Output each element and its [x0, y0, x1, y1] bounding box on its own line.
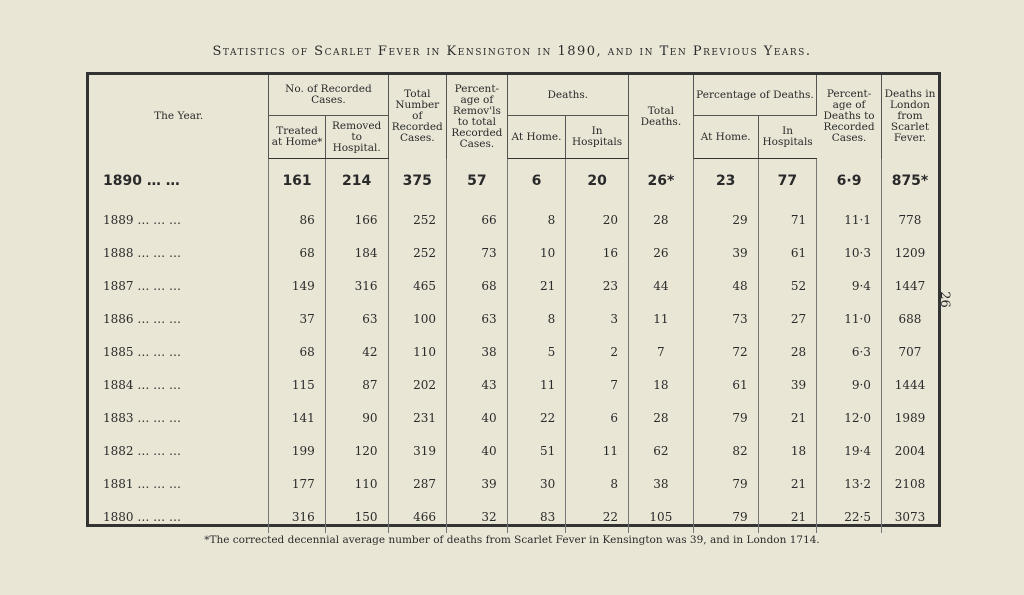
cell-removed: 150	[325, 500, 388, 533]
header-pct-home: At Home.	[693, 116, 758, 159]
header-recorded-cases: No. of Recorded Cases.	[269, 75, 388, 116]
table-row	[89, 368, 938, 401]
cell-london: 2108	[894, 476, 926, 491]
cell-d-home: 30	[507, 467, 566, 500]
cell-d-hosp: 11	[566, 434, 629, 467]
cell-removed: 90	[325, 401, 388, 434]
cell-d-hosp: 20	[566, 159, 629, 204]
table-row	[89, 401, 938, 434]
cell-removed: 214	[325, 159, 388, 204]
cell-p-hosp: 21	[758, 500, 817, 533]
cell-year: 1880 … … …	[89, 500, 269, 533]
cell-p-rec: 6·3	[817, 335, 882, 368]
footnote: *The corrected decennial average number of deaths from Scarlet Fever in Kensington was 39, and in London 1714.	[204, 534, 820, 546]
header-total-deaths: Total Deaths.	[628, 75, 693, 159]
cell-d-total: 18	[628, 368, 693, 401]
cell-d-hosp: 6	[566, 401, 629, 434]
cell-p-home: 82	[693, 434, 758, 467]
cell-p-rec: 6·9	[817, 159, 882, 204]
cell-p-home: 79	[693, 500, 758, 533]
cell-total: 202	[388, 368, 447, 401]
cell-year: 1888 … … …	[89, 236, 269, 269]
cell-d-total: 105	[628, 500, 693, 533]
table-row	[89, 203, 938, 236]
header-pct-deaths-recorded: Percent-age of Deaths to Recorded Cases.	[817, 75, 882, 159]
cell-d-total: 28	[628, 401, 693, 434]
cell-removed: 63	[325, 302, 388, 335]
cell-p-rec: 13·2	[817, 467, 882, 500]
cell-d-hosp: 7	[566, 368, 629, 401]
cell-p-home: 29	[693, 203, 758, 236]
cell-treated: 68	[269, 236, 325, 269]
header-deaths-hospitals: In Hospitals	[566, 116, 629, 159]
cell-london: 1447	[894, 278, 926, 293]
cell-p-home: 48	[693, 269, 758, 302]
cell-d-home: 8	[507, 203, 566, 236]
cell-p-hosp: 27	[758, 302, 817, 335]
cell-pct-rem: 73	[447, 236, 508, 269]
table-row	[89, 302, 938, 335]
cell-pct-rem: 66	[447, 203, 508, 236]
table-row	[89, 269, 938, 302]
cell-treated: 115	[269, 368, 325, 401]
cell-pct-rem: 38	[447, 335, 508, 368]
cell-d-total: 38	[628, 467, 693, 500]
cell-p-home: 73	[693, 302, 758, 335]
cell-year: 1886 … … …	[89, 302, 269, 335]
cell-total: 100	[388, 302, 447, 335]
cell-total: 466	[388, 500, 447, 533]
cell-year: 1889 … … …	[89, 203, 269, 236]
cell-year: 1890 … …	[89, 159, 269, 204]
cell-year: 1883 … … …	[89, 401, 269, 434]
cell-p-rec: 12·0	[817, 401, 882, 434]
cell-p-hosp: 18	[758, 434, 817, 467]
cell-p-home: 61	[693, 368, 758, 401]
header-pct-removed: Percent-age of Remov'ls to total Recorded Cases.	[447, 75, 508, 159]
cell-p-rec: 11·0	[817, 302, 882, 335]
cell-total: 252	[388, 203, 447, 236]
cell-d-hosp: 16	[566, 236, 629, 269]
cell-d-home: 51	[507, 434, 566, 467]
table-body	[89, 159, 938, 534]
header-pct-deaths: Percentage of Deaths.	[693, 75, 816, 116]
cell-d-hosp: 8	[566, 467, 629, 500]
cell-total: 319	[388, 434, 447, 467]
cell-year: 1882 … … …	[89, 434, 269, 467]
cell-p-hosp: 21	[758, 467, 817, 500]
cell-p-home: 39	[693, 236, 758, 269]
cell-pct-rem: 40	[447, 401, 508, 434]
cell-pct-rem: 32	[447, 500, 508, 533]
cell-total: 465	[388, 269, 447, 302]
cell-total: 231	[388, 401, 447, 434]
header-london-deaths: Deaths in London from Scarlet Fever.	[884, 88, 936, 145]
header-total-recorded: Total Number of Recorded Cases.	[388, 75, 447, 159]
cell-p-hosp: 61	[758, 236, 817, 269]
cell-london: 3073	[894, 509, 926, 524]
cell-d-home: 8	[507, 302, 566, 335]
cell-d-total: 62	[628, 434, 693, 467]
cell-london: 2004	[894, 443, 926, 458]
header-pct-hospitals: In Hospitals	[758, 116, 817, 159]
cell-treated: 177	[269, 467, 325, 500]
header-deaths-home: At Home.	[507, 116, 566, 159]
cell-pct-rem: 43	[447, 368, 508, 401]
cell-p-hosp: 28	[758, 335, 817, 368]
cell-d-total: 26*	[628, 159, 693, 204]
cell-treated: 68	[269, 335, 325, 368]
cell-pct-rem: 39	[447, 467, 508, 500]
cell-p-rec: 11·1	[817, 203, 882, 236]
cell-treated: 86	[269, 203, 325, 236]
table-row	[89, 467, 938, 500]
table-row	[89, 236, 938, 269]
cell-d-hosp: 23	[566, 269, 629, 302]
cell-p-hosp: 71	[758, 203, 817, 236]
cell-total: 287	[388, 467, 447, 500]
cell-p-home: 79	[693, 401, 758, 434]
statistics-table-frame	[86, 72, 941, 527]
table-row	[89, 500, 938, 533]
cell-removed: 316	[325, 269, 388, 302]
cell-pct-rem: 68	[447, 269, 508, 302]
cell-removed: 184	[325, 236, 388, 269]
header-deaths: Deaths.	[507, 75, 628, 116]
cell-london: 707	[898, 344, 922, 359]
cell-treated: 149	[269, 269, 325, 302]
cell-d-total: 44	[628, 269, 693, 302]
cell-d-home: 83	[507, 500, 566, 533]
cell-d-home: 22	[507, 401, 566, 434]
cell-d-home: 5	[507, 335, 566, 368]
cell-treated: 37	[269, 302, 325, 335]
cell-pct-rem: 57	[447, 159, 508, 204]
cell-london: 778	[898, 212, 922, 227]
cell-year: 1887 … … …	[89, 269, 269, 302]
cell-total: 252	[388, 236, 447, 269]
cell-pct-rem: 40	[447, 434, 508, 467]
cell-p-rec: 9·0	[817, 368, 882, 401]
cell-treated: 316	[269, 500, 325, 533]
cell-treated: 199	[269, 434, 325, 467]
cell-d-home: 21	[507, 269, 566, 302]
cell-year: 1885 … … …	[89, 335, 269, 368]
cell-treated: 141	[269, 401, 325, 434]
cell-p-hosp: 52	[758, 269, 817, 302]
cell-p-home: 79	[693, 467, 758, 500]
table-title: Statistics of Scarlet Fever in Kensington in 1890, and in Ten Previous Years.	[212, 44, 812, 59]
cell-removed: 110	[325, 467, 388, 500]
cell-d-total: 7	[628, 335, 693, 368]
cell-d-hosp: 20	[566, 203, 629, 236]
cell-p-home: 72	[693, 335, 758, 368]
cell-d-total: 26	[628, 236, 693, 269]
cell-p-hosp: 77	[758, 159, 817, 204]
cell-removed: 42	[325, 335, 388, 368]
cell-d-hosp: 2	[566, 335, 629, 368]
page-number: 26	[936, 291, 952, 308]
statistics-table	[89, 75, 938, 533]
cell-d-hosp: 3	[566, 302, 629, 335]
cell-p-home: 23	[693, 159, 758, 204]
cell-pct-rem: 63	[447, 302, 508, 335]
cell-treated: 161	[269, 159, 325, 204]
cell-p-hosp: 21	[758, 401, 817, 434]
cell-p-hosp: 39	[758, 368, 817, 401]
table-row	[89, 335, 938, 368]
cell-d-home: 10	[507, 236, 566, 269]
header-treated-home: Treated at Home*	[269, 116, 325, 159]
cell-removed: 87	[325, 368, 388, 401]
cell-total: 110	[388, 335, 447, 368]
table-row	[89, 434, 938, 467]
cell-p-rec: 9·4	[817, 269, 882, 302]
cell-d-home: 11	[507, 368, 566, 401]
cell-d-total: 28	[628, 203, 693, 236]
cell-p-rec: 10·3	[817, 236, 882, 269]
cell-year: 1884 … … …	[89, 368, 269, 401]
cell-p-rec: 22·5	[817, 500, 882, 533]
cell-d-home: 6	[507, 159, 566, 204]
cell-total: 375	[388, 159, 447, 204]
cell-d-total: 11	[628, 302, 693, 335]
cell-london: 875*	[891, 172, 929, 189]
cell-removed: 166	[325, 203, 388, 236]
cell-removed: 120	[325, 434, 388, 467]
cell-london: 688	[898, 311, 922, 326]
cell-year: 1881 … … …	[89, 467, 269, 500]
header-year: The Year.	[89, 75, 269, 159]
header-removed: Removed to Hospital.	[325, 116, 388, 159]
cell-london: 1209	[894, 245, 926, 260]
cell-london: 1444	[894, 377, 926, 392]
cell-p-rec: 19·4	[817, 434, 882, 467]
cell-london: 1989	[894, 410, 926, 425]
table-row	[89, 159, 938, 204]
cell-d-hosp: 22	[566, 500, 629, 533]
